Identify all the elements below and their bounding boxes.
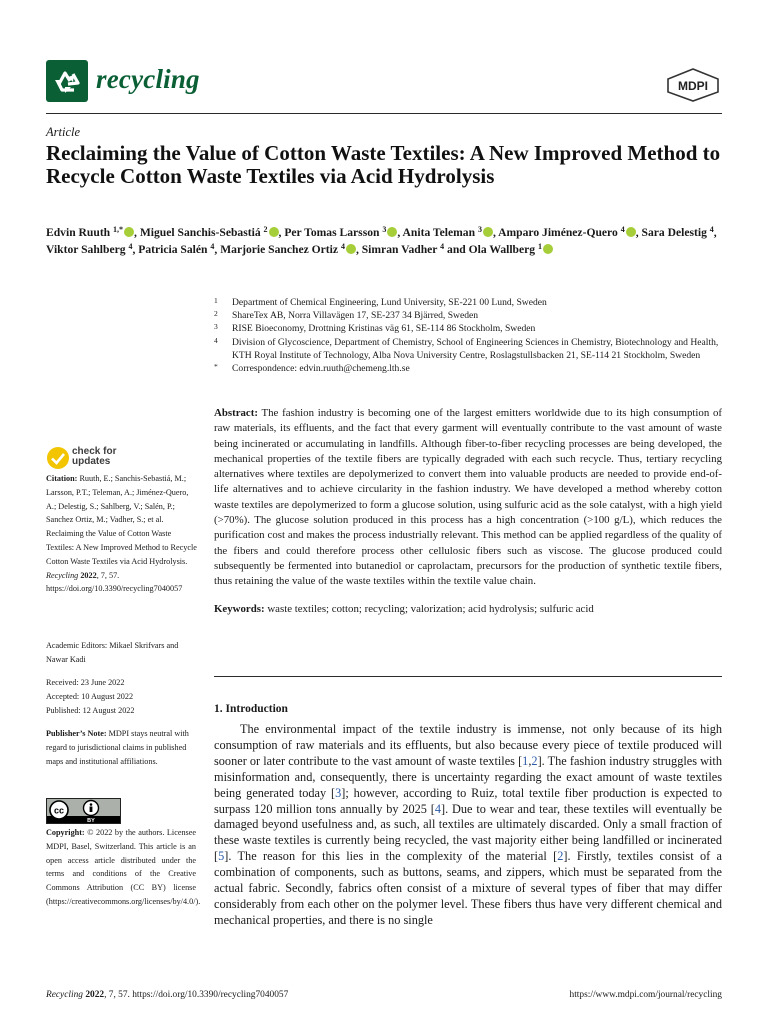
keywords <box>214 602 722 617</box>
affiliation-number: 4 <box>214 335 218 345</box>
introduction-text: ]. Due to wear and tear, these textiles will eventually be damaged beyond usefulness and, as such, all textiles are ultimately discarded. Only a small fraction of these waste textiles is currently being recycled, the vast majority either being landfilled or incinerated [ <box>214 801 722 864</box>
orcid-icon[interactable] <box>387 227 397 237</box>
affiliations <box>214 296 722 375</box>
author-affiliation-marker: 4 <box>340 242 345 251</box>
author-name: Ola Wallberg <box>468 243 536 256</box>
check-for-updates-icon[interactable] <box>46 446 70 470</box>
footer-journal: Recycling <box>46 990 83 1000</box>
orcid-icon[interactable] <box>483 227 493 237</box>
author-name: Marjorie Sanchez Ortiz <box>220 243 339 256</box>
mdpi-logo-text: MDPI <box>678 79 708 93</box>
author-affiliation-marker: 4 <box>128 242 133 251</box>
footer-year: 2022 <box>85 990 105 1000</box>
academic-editors: Academic Editors: Mikael Skrifvars and Nawar Kadi <box>46 641 179 664</box>
keywords-label: Keywords: <box>214 602 265 615</box>
journal-logo-icon <box>46 60 88 102</box>
introduction-text: ]. The fashion industry struggles with misinformation and, consequently, there is uncertainty regarding the exact amount of waste textiles being generated today [ <box>214 753 722 800</box>
abstract-section <box>214 406 722 617</box>
keywords-text: waste textiles; cotton; recycling; valorization; acid hydrolysis; sulfuric acid <box>267 602 594 615</box>
author-name: Patricia Salén <box>138 243 208 256</box>
author-name: Per Tomas Larsson <box>284 226 380 239</box>
citation-year: 2022 <box>80 570 97 580</box>
header-divider <box>46 113 722 114</box>
affiliation-item <box>214 322 722 335</box>
check-for-updates-button[interactable] <box>72 447 116 467</box>
author-affiliation-marker: 1,* <box>113 225 124 234</box>
section-heading-introduction: 1. Introduction <box>214 703 288 715</box>
affiliation-item <box>214 336 722 362</box>
abstract-label: Abstract: <box>214 407 258 419</box>
affiliation-number: 1 <box>214 296 218 305</box>
article-type: Article <box>46 125 81 139</box>
citation-rest[interactable]: , 7, 57. https://doi.org/10.3390/recycling7040057 <box>46 570 183 594</box>
orcid-icon[interactable] <box>626 227 636 237</box>
accepted-date: Accepted: 10 August 2022 <box>46 691 134 701</box>
citation-text: Ruuth, E.; Sanchis-Sebastiá, M.; Larsson, P.T.; Teleman, A.; Jiménez-Quero, A.; Delestig, S.; Sahlberg, V.; Salén, P.; Sanchez Ortiz, M.; Vadher, S.; et al. Reclaiming the Value of Cotton Waste Textiles: A New Improved Method to Recycle Cotton Waste Textiles via Acid Hydrolysis. <box>46 474 197 566</box>
citation-block <box>46 472 198 596</box>
author-affiliation-marker: 4 <box>210 242 215 251</box>
journal-name: recycling <box>96 64 200 94</box>
author-name: Edvin Ruuth <box>46 226 111 239</box>
citation-link[interactable]: 2 <box>557 849 564 864</box>
svg-text:cc: cc <box>53 805 65 816</box>
received-date: Received: 23 June 2022 <box>46 678 125 687</box>
orcid-icon[interactable] <box>269 227 279 237</box>
paper-title: Reclaiming the Value of Cotton Waste Textiles: A New Improved Method to Recycle Cotton Waste Textiles via Acid Hydrolysis <box>46 141 721 188</box>
abstract <box>214 406 722 590</box>
check-updates-line2: updates <box>72 456 111 467</box>
abstract-text: The fashion industry is becoming one of the largest emitters worldwide due to its high consumption of raw materials, its effluents, and the fact that every garment will eventually contribute to the vast amount of waste being incinerated or accumulating in landfills. Although fiber-to-fiber recycling processes are being developed, the mechanical properties of the textile fibers are typically degraded with each such recycle. Thus, tertiary recycling alternatives where textiles are depolymerized to convert them into valuable products are needed to provide end-of-life alternatives and to achieve circularity in the fashion industry. We have developed a method whereby cotton waste textiles are depolymerized to form a glucose solution, using sulfuric acid as the sole catalyst, with a high yield (>70%). The glucose solution produced in this process has a high concentration (>100 g/L), which reduces the purification cost and makes the process industrially relevant. This method can be applied regardless of the quality of the fibers and could therefore process other cellulosic fibers such as viscose. The glucose produced could subsequently be fermented into butanediol or caprolactam, precursors for the production of synthetic textile fibers, thus retaining the value of the waste textiles within the textile value chain. <box>214 407 722 588</box>
introduction-text: ]. Firstly, textiles consist of a combination of components, such as buttons, seams, and zippers, which must be separated from the actual fabric. Secondly, fabrics often consist of a mixture of several types of fiber that may differ considerably from each other on the polymer level. These fibers thus have very different chemical and mechanical properties, and there is no single <box>214 849 722 927</box>
orcid-icon[interactable] <box>124 227 134 237</box>
copyright-block <box>46 826 201 909</box>
copyright-label: Copyright: <box>46 828 85 837</box>
orcid-icon[interactable] <box>543 244 553 254</box>
dates-block <box>46 676 198 717</box>
citation-link[interactable]: 2 <box>531 753 538 768</box>
author-name: Sara Delestig <box>641 226 707 239</box>
author-name: Simran Vadher <box>361 243 438 256</box>
author-list: Edvin Ruuth $^{1,*}$ , Miguel Sanchis-Sebastiá $^2$ , Per Tomas Larsson $^3$ , Anita Teleman $^3$ , Amparo Jiménez-Quero $^4$ , Sara Delestig $^4$, Viktor Sahlberg $^4$, Patricia Salén $^4$, Marjorie Sanchez Ortiz $^4$ , Simran Vadher $^4$ and Ola Wallberg $^1$ <box>46 225 717 256</box>
affiliation-item <box>214 362 722 375</box>
published-date: Published: 12 August 2022 <box>46 705 135 715</box>
introduction-text: , <box>528 753 532 768</box>
author-affiliation-marker: 4 <box>709 225 714 234</box>
abstract-divider <box>214 676 722 677</box>
cc-badge-text: BY <box>87 818 95 823</box>
introduction-text: ]. The reason for this lies in the complexity of the material [ <box>224 849 558 864</box>
affiliation-text: ShareTex AB, Norra Villavägen 17, SE-237 34 Bjärred, Sweden <box>232 310 479 322</box>
affiliation-text: RISE Bioeconomy, Drottning Kristinas väg 61, SE-114 86 Stockholm, Sweden <box>232 323 536 335</box>
affiliation-item <box>214 296 722 309</box>
introduction-text: The environmental impact of the textile industry is immense, not only because of its high consumption of raw materials and its effluents, but also because every piece of textile produced will sooner or later contribute to the vast amount of waste textiles [ <box>214 722 722 768</box>
citation-label: Citation: <box>46 474 78 483</box>
affiliation-number: 2 <box>214 309 218 319</box>
author-name: Anita Teleman <box>402 226 476 239</box>
check-updates-line1: check for <box>72 446 117 457</box>
citation-link[interactable]: 4 <box>434 801 442 816</box>
affiliation-item <box>214 309 722 322</box>
author-affiliation-marker: 3 <box>477 225 482 234</box>
author-affiliation-marker: 4 <box>440 242 445 251</box>
citation-link[interactable]: 5 <box>218 849 225 864</box>
footer-doi[interactable]: , 7, 57. https://doi.org/10.3390/recycling7040057 <box>104 990 289 1000</box>
affiliation-number: * <box>214 362 218 372</box>
citation-link[interactable]: 3 <box>335 785 342 800</box>
copyright-text: © 2022 by the authors. Licensee MDPI, Basel, Switzerland. This article is an open access article distributed under the terms and conditions of the Creative Commons Attribution (CC BY) license (https://creativecommons.org/licenses/by/4.0/). <box>46 828 201 906</box>
cc-by-license-badge[interactable] <box>46 798 121 824</box>
publisher-note-label: Publisher’s Note: <box>46 729 107 738</box>
affiliation-text: Correspondence: edvin.ruuth@chemeng.lth.se <box>232 363 410 375</box>
citation-journal: Recycling <box>46 570 79 580</box>
introduction-text: ]; however, according to Ruiz, total textile fiber production is expected to surpass 120 million tons annually by 2025 [ <box>214 785 723 816</box>
affiliation-number: 3 <box>214 322 218 332</box>
introduction-body <box>214 722 722 929</box>
footer-citation <box>46 990 288 1000</box>
author-affiliation-marker: 4 <box>620 225 625 234</box>
author-name: Amparo Jiménez-Quero <box>498 226 618 239</box>
footer-journal-url[interactable]: https://www.mdpi.com/journal/recycling <box>569 990 722 1000</box>
author-name: Viktor Sahlberg <box>46 243 126 256</box>
affiliation-text: Department of Chemical Engineering, Lund University, SE-221 00 Lund, Sweden <box>232 297 547 308</box>
introduction-paragraph <box>214 722 722 929</box>
affiliation-text: Division of Glycoscience, Department of Chemistry, School of Engineering Sciences in Chemistry, Biotechnology and Health, KTH Royal Institute of Technology, Alba Nova University Centre, Roslagstullsbacken 21, SE-114 21 Stockholm, Sweden <box>232 336 719 361</box>
author-affiliation-marker: 3 <box>382 225 387 234</box>
publisher-note-text: MDPI stays neutral with regard to jurisdictional claims in published maps and institutional affiliations. <box>46 729 189 766</box>
author-name: Miguel Sanchis-Sebastiá <box>139 226 261 239</box>
mdpi-logo <box>666 68 720 102</box>
author-affiliation-marker: 1 <box>538 242 543 251</box>
orcid-icon[interactable] <box>346 244 356 254</box>
author-affiliation-marker: 2 <box>263 225 268 234</box>
citation-link[interactable]: 1 <box>522 753 529 768</box>
publisher-note <box>46 727 198 768</box>
